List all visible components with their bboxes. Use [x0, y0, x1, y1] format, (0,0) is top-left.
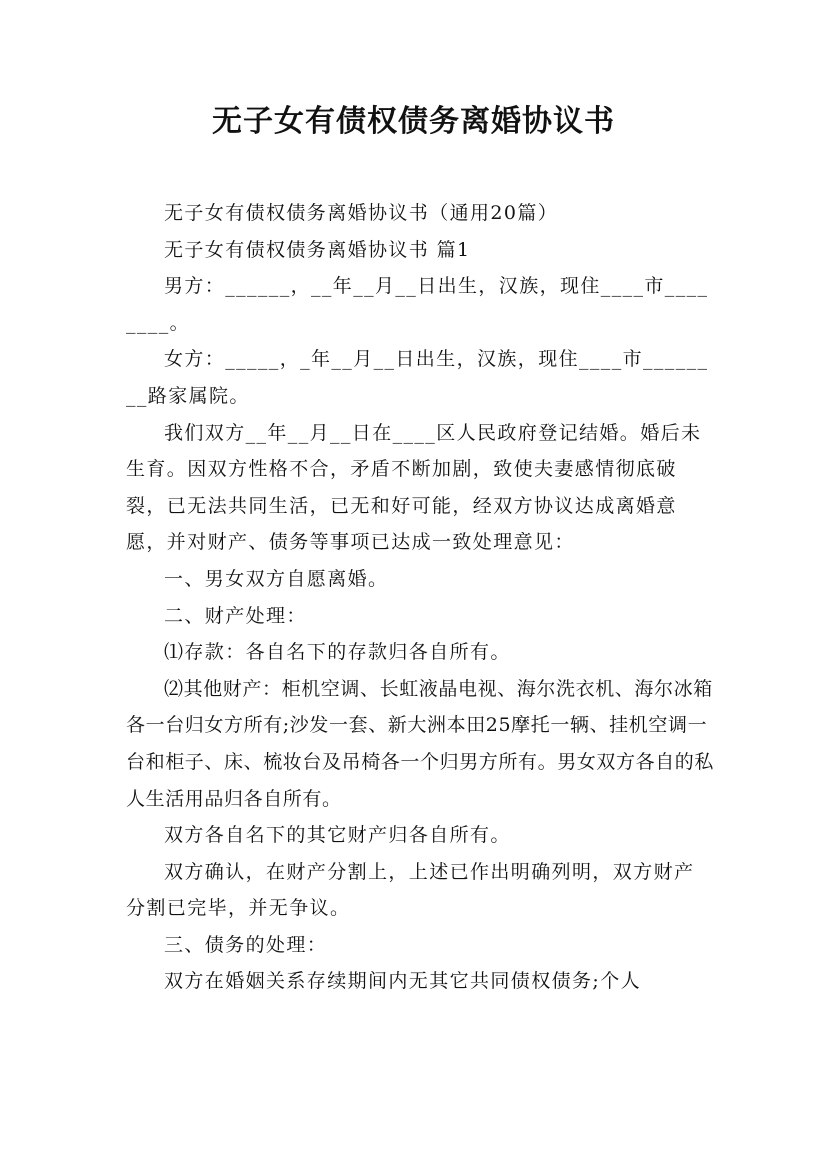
clause-three-heading: 三、债务的处理：: [164, 933, 328, 956]
document-title: 无子女有债权债务离婚协议书: [212, 104, 615, 139]
property-confirmation-paragraph: 双方确认，在财产分割上，上述已作出明确列明，双方财产分割已完毕，并无争议。: [126, 860, 695, 920]
other-assets-paragraph: 双方各自名下的其它财产归各自所有。: [164, 824, 511, 847]
clause-one-paragraph: 一、男女双方自愿离婚。: [164, 567, 389, 590]
other-property-paragraph: ⑵其他财产：柜机空调、长虹液晶电视、海尔洗衣机、海尔冰箱各一台归女方所有;沙发一套、新大洲本田25摩托一辆、挂机空调一台和柜子、床、梳妆台及吊椅各一个归男方所有。男女双方各自的私人生活用品归各自所有。: [126, 677, 715, 810]
debt-paragraph: 双方在婚姻关系存续期间内无其它共同债权债务;个人: [164, 970, 642, 993]
male-party-paragraph: 男方：______，__年__月__日出生，汉族，现住____市________。: [126, 275, 709, 334]
subtitle-paragraph: 无子女有债权债务离婚协议书（通用20篇）: [164, 202, 559, 224]
section-heading: 无子女有债权债务离婚协议书 篇1: [164, 238, 471, 261]
marriage-background-paragraph: 我们双方__年__月__日在____区人民政府登记结婚。婚后未生育。因双方性格不合，矛盾不断加剧，致使夫妻感情彻底破裂，已无法共同生活，已无和好可能，经双方协议达成离婚意愿，并对财产、债务等事项已达成一致处理意见：: [126, 421, 702, 554]
female-party-paragraph: 女方：_____，_年__月__日出生，汉族，现住____市________路家属院。: [126, 348, 709, 407]
document-body: [126, 195, 714, 1000]
clause-two-heading: 二、财产处理：: [164, 604, 307, 627]
savings-paragraph: ⑴存款：各自名下的存款归各自所有。: [164, 641, 511, 664]
